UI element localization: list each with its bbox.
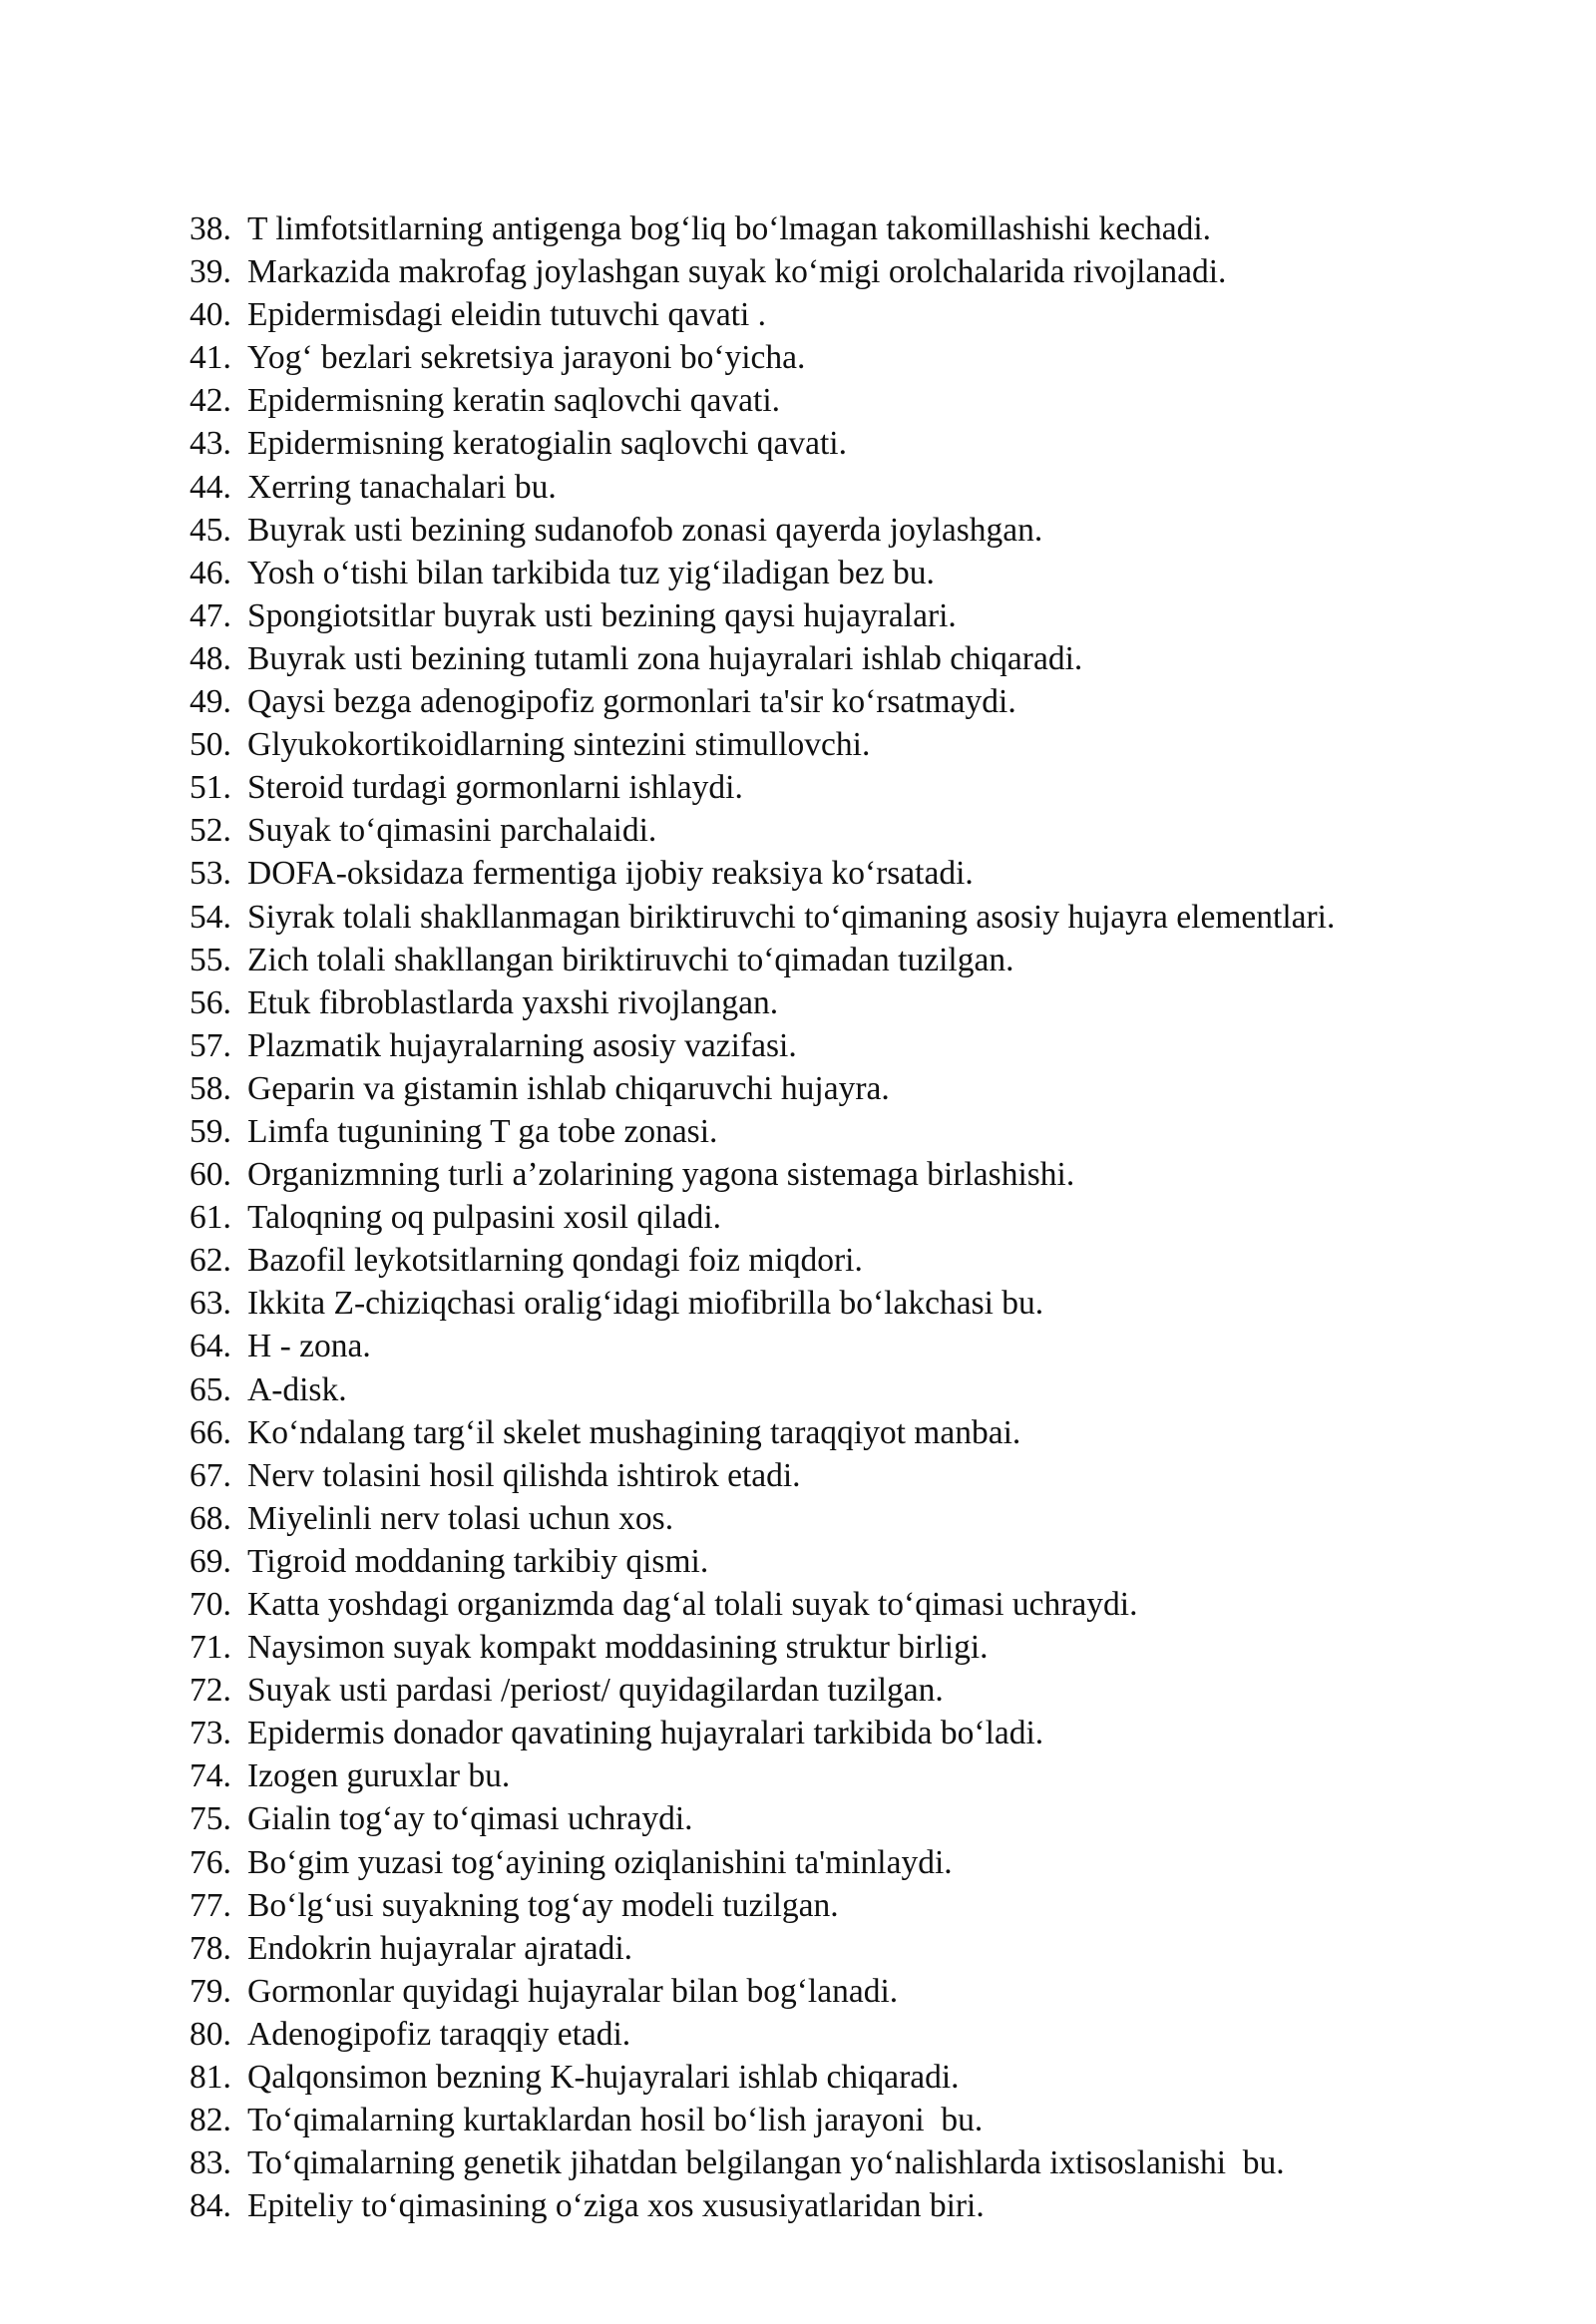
question-number: 58. <box>190 1069 231 1107</box>
question-text: Ko‘ndalang targ‘il skelet mushagining taraqqiyot manbai. <box>247 1413 1021 1451</box>
question-number: 55. <box>190 941 231 978</box>
question-item <box>190 293 1566 336</box>
question-number: 75. <box>190 1800 231 1838</box>
question-text: Naysimon suyak kompakt moddasining struktur birligi. <box>247 1629 989 1667</box>
question-text: Buyrak usti bezining sudanofob zonasi qayerda joylashgan. <box>247 511 1043 549</box>
question-item <box>190 896 1566 939</box>
question-number: 45. <box>190 511 231 549</box>
question-number: 68. <box>190 1499 231 1537</box>
question-number: 61. <box>190 1199 231 1237</box>
question-text: Suyak to‘qimasini parchalaidi. <box>247 812 657 850</box>
question-item <box>190 1239 1566 1282</box>
question-number: 71. <box>190 1629 231 1667</box>
question-item <box>190 809 1566 852</box>
question-number: 46. <box>190 554 231 591</box>
question-item <box>190 1368 1566 1411</box>
question-item <box>190 1927 1566 1970</box>
question-number: 74. <box>190 1757 231 1795</box>
question-text: Bo‘gim yuzasi tog‘ayining oziqlanishini ta'minlaydi. <box>247 1843 953 1881</box>
question-item <box>190 594 1566 637</box>
question-text: Epiteliy to‘qimasining o‘ziga xos xususiyatlaridan biri. <box>247 2187 985 2225</box>
question-number: 66. <box>190 1413 231 1451</box>
question-text: Xerring tanachalari bu. <box>247 468 557 506</box>
question-text: Epidermisning keratin saqlovchi qavati. <box>247 382 781 420</box>
question-text: Miyelinli nerv tolasi uchun xos. <box>247 1499 674 1537</box>
question-number: 43. <box>190 425 231 463</box>
question-text: Steroid turdagi gormonlarni ishlaydi. <box>247 769 743 807</box>
question-item <box>190 1411 1566 1454</box>
question-text: Buyrak usti bezining tutamli zona hujayralari ishlab chiqaradi. <box>247 639 1083 677</box>
question-number: 76. <box>190 1843 231 1881</box>
question-item <box>190 981 1566 1024</box>
question-text: Ikkita Z-chiziqchasi oralig‘idagi miofibrilla bo‘lakchasi bu. <box>247 1285 1044 1323</box>
question-text: H - zona. <box>247 1328 371 1365</box>
question-item <box>190 1754 1566 1797</box>
question-list <box>190 207 1566 2227</box>
question-item <box>190 2099 1566 2141</box>
question-number: 80. <box>190 2015 231 2053</box>
question-item <box>190 250 1566 293</box>
question-item <box>190 2013 1566 2056</box>
question-item <box>190 1196 1566 1239</box>
question-text: T limfotsitlarning antigenga bog‘liq bo‘lmagan takomillashishi kechadi. <box>247 210 1212 247</box>
question-item <box>190 1067 1566 1110</box>
question-number: 82. <box>190 2102 231 2139</box>
question-text: Etuk fibroblastlarda yaxshi rivojlangan. <box>247 983 779 1021</box>
question-number: 77. <box>190 1886 231 1924</box>
question-item <box>190 422 1566 465</box>
question-number: 53. <box>190 855 231 893</box>
question-item <box>190 509 1566 552</box>
question-text: Izogen guruxlar bu. <box>247 1757 511 1795</box>
question-item <box>190 1540 1566 1583</box>
question-text: Epidermisning keratogialin saqlovchi qavati. <box>247 425 847 463</box>
question-text: DOFA-oksidaza fermentiga ijobiy reaksiya ko‘rsatadi. <box>247 855 974 893</box>
question-item <box>190 207 1566 250</box>
question-number: 81. <box>190 2059 231 2097</box>
question-item <box>190 1454 1566 1497</box>
question-item <box>190 1884 1566 1927</box>
question-text: To‘qimalarning genetik jihatdan belgilangan yo‘nalishlarda ixtisoslanishi bu. <box>247 2144 1285 2182</box>
question-text: Siyrak tolali shakllanmagan biriktiruvchi to‘qimaning asosiy hujayra elementlari. <box>247 898 1336 936</box>
question-text: Tigroid moddaning tarkibiy qismi. <box>247 1542 709 1580</box>
question-text: Qalqonsimon bezning K-hujayralari ishlab chiqaradi. <box>247 2059 960 2097</box>
question-item <box>190 852 1566 895</box>
question-number: 60. <box>190 1156 231 1194</box>
question-number: 51. <box>190 769 231 807</box>
question-item <box>190 466 1566 509</box>
question-text: Nerv tolasini hosil qilishda ishtirok etadi. <box>247 1456 801 1494</box>
question-item <box>190 1583 1566 1626</box>
question-item <box>190 723 1566 766</box>
question-number: 73. <box>190 1715 231 1752</box>
question-number: 38. <box>190 210 231 247</box>
question-text: Endokrin hujayralar ajratadi. <box>247 1929 633 1967</box>
question-item <box>190 1024 1566 1067</box>
question-number: 62. <box>190 1242 231 1280</box>
question-text: Bo‘lg‘usi suyakning tog‘ay modeli tuzilgan. <box>247 1886 839 1924</box>
question-number: 72. <box>190 1672 231 1710</box>
question-text: Taloqning oq pulpasini xosil qiladi. <box>247 1199 722 1237</box>
question-item <box>190 2184 1566 2227</box>
question-text: Zich tolali shakllangan biriktiruvchi to‘qimadan tuzilgan. <box>247 941 1014 978</box>
question-number: 40. <box>190 296 231 334</box>
question-text: Epidermis donador qavatining hujayralari tarkibida bo‘ladi. <box>247 1715 1044 1752</box>
question-text: Limfa tugunining T ga tobe zonasi. <box>247 1112 718 1150</box>
question-text: Glyukokortikoidlarning sintezini stimullovchi. <box>247 726 871 764</box>
question-text: Plazmatik hujayralarning asosiy vazifasi. <box>247 1026 797 1064</box>
question-item <box>190 552 1566 594</box>
question-item <box>190 1325 1566 1367</box>
question-number: 54. <box>190 898 231 936</box>
question-number: 39. <box>190 253 231 291</box>
question-number: 78. <box>190 1929 231 1967</box>
question-item <box>190 1153 1566 1196</box>
question-item <box>190 1626 1566 1669</box>
question-number: 59. <box>190 1112 231 1150</box>
question-text: Yosh o‘tishi bilan tarkibida tuz yig‘iladigan bez bu. <box>247 554 935 591</box>
question-number: 48. <box>190 639 231 677</box>
question-number: 79. <box>190 1972 231 2010</box>
question-number: 83. <box>190 2144 231 2182</box>
question-number: 65. <box>190 1370 231 1408</box>
question-item <box>190 766 1566 809</box>
question-number: 49. <box>190 683 231 721</box>
question-text: Geparin va gistamin ishlab chiqaruvchi hujayra. <box>247 1069 890 1107</box>
question-number: 84. <box>190 2187 231 2225</box>
question-text: Gialin tog‘ay to‘qimasi uchraydi. <box>247 1800 693 1838</box>
question-item <box>190 1797 1566 1840</box>
question-number: 44. <box>190 468 231 506</box>
question-item <box>190 1970 1566 2013</box>
question-number: 63. <box>190 1285 231 1323</box>
question-number: 56. <box>190 983 231 1021</box>
question-text: Adenogipofiz taraqqiy etadi. <box>247 2015 631 2053</box>
question-item <box>190 336 1566 379</box>
question-text: Markazida makrofag joylashgan suyak ko‘migi orolchalarida rivojlanadi. <box>247 253 1227 291</box>
question-item <box>190 379 1566 422</box>
question-number: 70. <box>190 1586 231 1623</box>
question-text: Qaysi bezga adenogipofiz gormonlari ta'sir ko‘rsatmaydi. <box>247 683 1016 721</box>
question-text: Yog‘ bezlari sekretsiya jarayoni bo‘yicha. <box>247 339 806 377</box>
question-number: 57. <box>190 1026 231 1064</box>
question-item <box>190 680 1566 723</box>
question-item <box>190 1282 1566 1325</box>
question-item <box>190 939 1566 981</box>
question-item <box>190 1841 1566 1884</box>
question-text: Spongiotsitlar buyrak usti bezining qaysi hujayralari. <box>247 596 957 634</box>
question-text: Epidermisdagi eleidin tutuvchi qavati . <box>247 296 767 334</box>
question-text: A-disk. <box>247 1370 347 1408</box>
question-item <box>190 2056 1566 2099</box>
question-number: 50. <box>190 726 231 764</box>
question-item <box>190 637 1566 680</box>
question-text: Gormonlar quyidagi hujayralar bilan bog‘lanadi. <box>247 1972 899 2010</box>
question-number: 52. <box>190 812 231 850</box>
question-number: 64. <box>190 1328 231 1365</box>
question-item <box>190 2141 1566 2184</box>
question-text: To‘qimalarning kurtaklardan hosil bo‘lish jarayoni bu. <box>247 2102 984 2139</box>
question-text: Organizmning turli a’zolarining yagona sistemaga birlashishi. <box>247 1156 1075 1194</box>
question-number: 67. <box>190 1456 231 1494</box>
question-item <box>190 1712 1566 1754</box>
question-number: 69. <box>190 1542 231 1580</box>
question-number: 41. <box>190 339 231 377</box>
question-number: 42. <box>190 382 231 420</box>
question-item <box>190 1110 1566 1153</box>
question-item <box>190 1497 1566 1540</box>
question-text: Katta yoshdagi organizmda dag‘al tolali suyak to‘qimasi uchraydi. <box>247 1586 1138 1623</box>
question-number: 47. <box>190 596 231 634</box>
question-item <box>190 1669 1566 1712</box>
question-text: Suyak usti pardasi /periost/ quyidagilardan tuzilgan. <box>247 1672 944 1710</box>
question-text: Bazofil leykotsitlarning qondagi foiz miqdori. <box>247 1242 863 1280</box>
